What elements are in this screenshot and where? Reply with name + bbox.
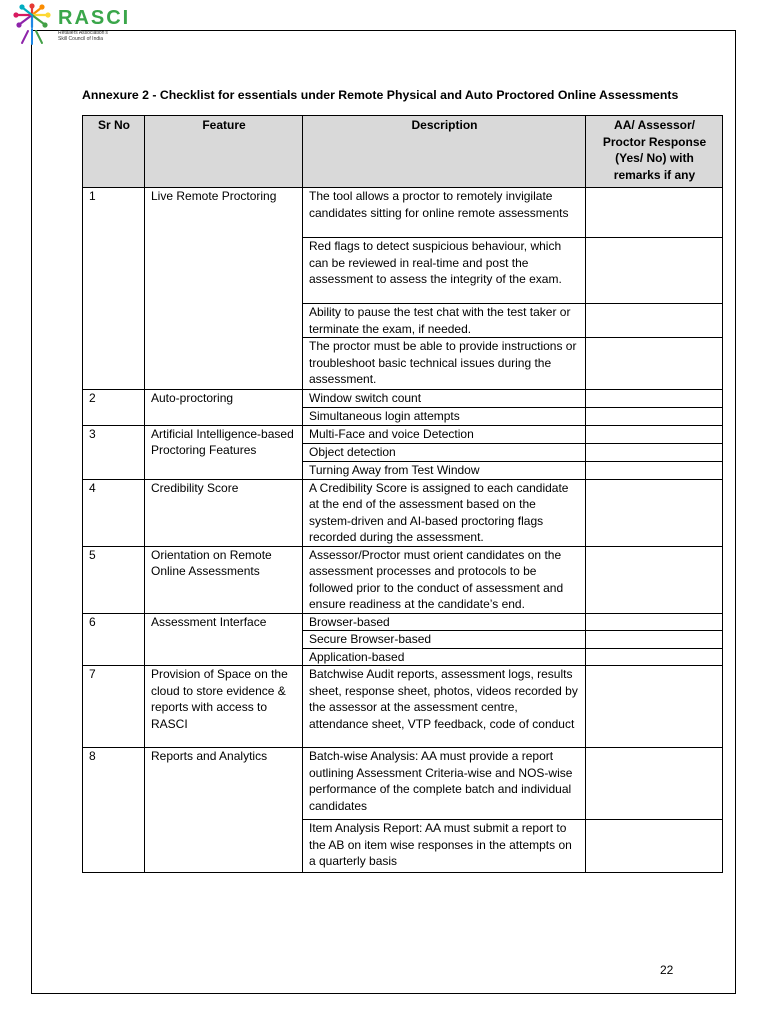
feature-cell: Credibility Score — [145, 479, 303, 546]
response-cell — [586, 188, 723, 238]
sr-no-cell: 3 — [83, 425, 145, 479]
feature-cell: Reports and Analytics — [145, 748, 303, 873]
description-cell: Batch-wise Analysis: AA must provide a report outlining Assessment Criteria-wise and NOS-wise performance of the complete batch and individual candidates — [303, 748, 586, 820]
response-cell — [586, 631, 723, 649]
table-row — [83, 613, 723, 631]
logo-subtitle-line1: Retailers Association's — [58, 30, 108, 36]
table-row — [83, 425, 723, 443]
logo-subtitle-line2: Skill Council of India — [58, 36, 104, 42]
feature-cell: Auto-proctoring — [145, 390, 303, 426]
feature-cell: Live Remote Proctoring — [145, 188, 303, 390]
description-cell: Secure Browser-based — [303, 631, 586, 649]
document-title: Annexure 2 - Checklist for essentials under Remote Physical and Auto Proctored Online Assessments — [82, 88, 679, 102]
table-row — [83, 390, 723, 408]
page-number: 22 — [660, 963, 674, 977]
description-cell: Assessor/Proctor must orient candidates on the assessment processes and protocols to be followed prior to the conduct of assessment and ensure readiness at the candidate’s end. — [303, 546, 586, 613]
response-cell — [586, 613, 723, 631]
table-row — [83, 748, 723, 820]
header-feature: Feature — [145, 116, 303, 188]
response-cell — [586, 304, 723, 338]
sr-no-cell: 5 — [83, 546, 145, 613]
response-cell — [586, 238, 723, 304]
description-cell: A Credibility Score is assigned to each candidate at the end of the assessment based on the system-driven and AI-based proctoring flags recorded during the assessment. — [303, 479, 586, 546]
header-sr-no: Sr No — [83, 116, 145, 188]
header-response: AA/ Assessor/ Proctor Response (Yes/ No) with remarks if any — [586, 116, 723, 188]
response-cell — [586, 820, 723, 873]
description-cell: Simultaneous login attempts — [303, 407, 586, 425]
feature-cell: Provision of Space on the cloud to store evidence & reports with access to RASCI — [145, 666, 303, 748]
response-cell — [586, 338, 723, 390]
response-cell — [586, 390, 723, 408]
description-cell: Window switch count — [303, 390, 586, 408]
logo-figures-icon — [8, 3, 56, 47]
description-cell: Item Analysis Report: AA must submit a report to the AB on item wise responses in the attempts on a quarterly basis — [303, 820, 586, 873]
sr-no-cell: 7 — [83, 666, 145, 748]
table-row — [83, 546, 723, 613]
feature-cell: Orientation on Remote Online Assessments — [145, 546, 303, 613]
response-cell — [586, 479, 723, 546]
description-cell: Object detection — [303, 443, 586, 461]
description-cell: Turning Away from Test Window — [303, 461, 586, 479]
description-cell: The proctor must be able to provide instructions or troubleshoot basic technical issues during the assessment. — [303, 338, 586, 390]
description-cell: Red flags to detect suspicious behaviour, which can be reviewed in real-time and post the assessment to assess the integrity of the exam. — [303, 238, 586, 304]
sr-no-cell: 4 — [83, 479, 145, 546]
response-cell — [586, 546, 723, 613]
checklist-table — [82, 115, 723, 873]
description-cell: Multi-Face and voice Detection — [303, 425, 586, 443]
table-row — [83, 188, 723, 238]
table-row — [83, 479, 723, 546]
response-cell — [586, 461, 723, 479]
response-cell — [586, 407, 723, 425]
header-description: Description — [303, 116, 586, 188]
sr-no-cell: 6 — [83, 613, 145, 666]
description-cell: Application-based — [303, 648, 586, 666]
table-header-row — [83, 116, 723, 188]
table-row — [83, 666, 723, 748]
logo-wordmark: RASCI — [58, 7, 131, 29]
sr-no-cell: 1 — [83, 188, 145, 390]
response-cell — [586, 748, 723, 820]
feature-cell: Assessment Interface — [145, 613, 303, 666]
rasci-logo — [8, 3, 148, 47]
sr-no-cell: 8 — [83, 748, 145, 873]
description-cell: The tool allows a proctor to remotely invigilate candidates sitting for online remote assessments — [303, 188, 586, 238]
description-cell: Batchwise Audit reports, assessment logs, results sheet, response sheet, photos, videos recorded by the assessor at the assessment centre, attendance sheet, VTP feedback, code of conduct — [303, 666, 586, 748]
description-cell: Ability to pause the test chat with the test taker or terminate the exam, if needed. — [303, 304, 586, 338]
response-cell — [586, 666, 723, 748]
response-cell — [586, 443, 723, 461]
description-cell: Browser-based — [303, 613, 586, 631]
response-cell — [586, 425, 723, 443]
feature-cell: Artificial Intelligence-based Proctoring Features — [145, 425, 303, 479]
response-cell — [586, 648, 723, 666]
sr-no-cell: 2 — [83, 390, 145, 426]
